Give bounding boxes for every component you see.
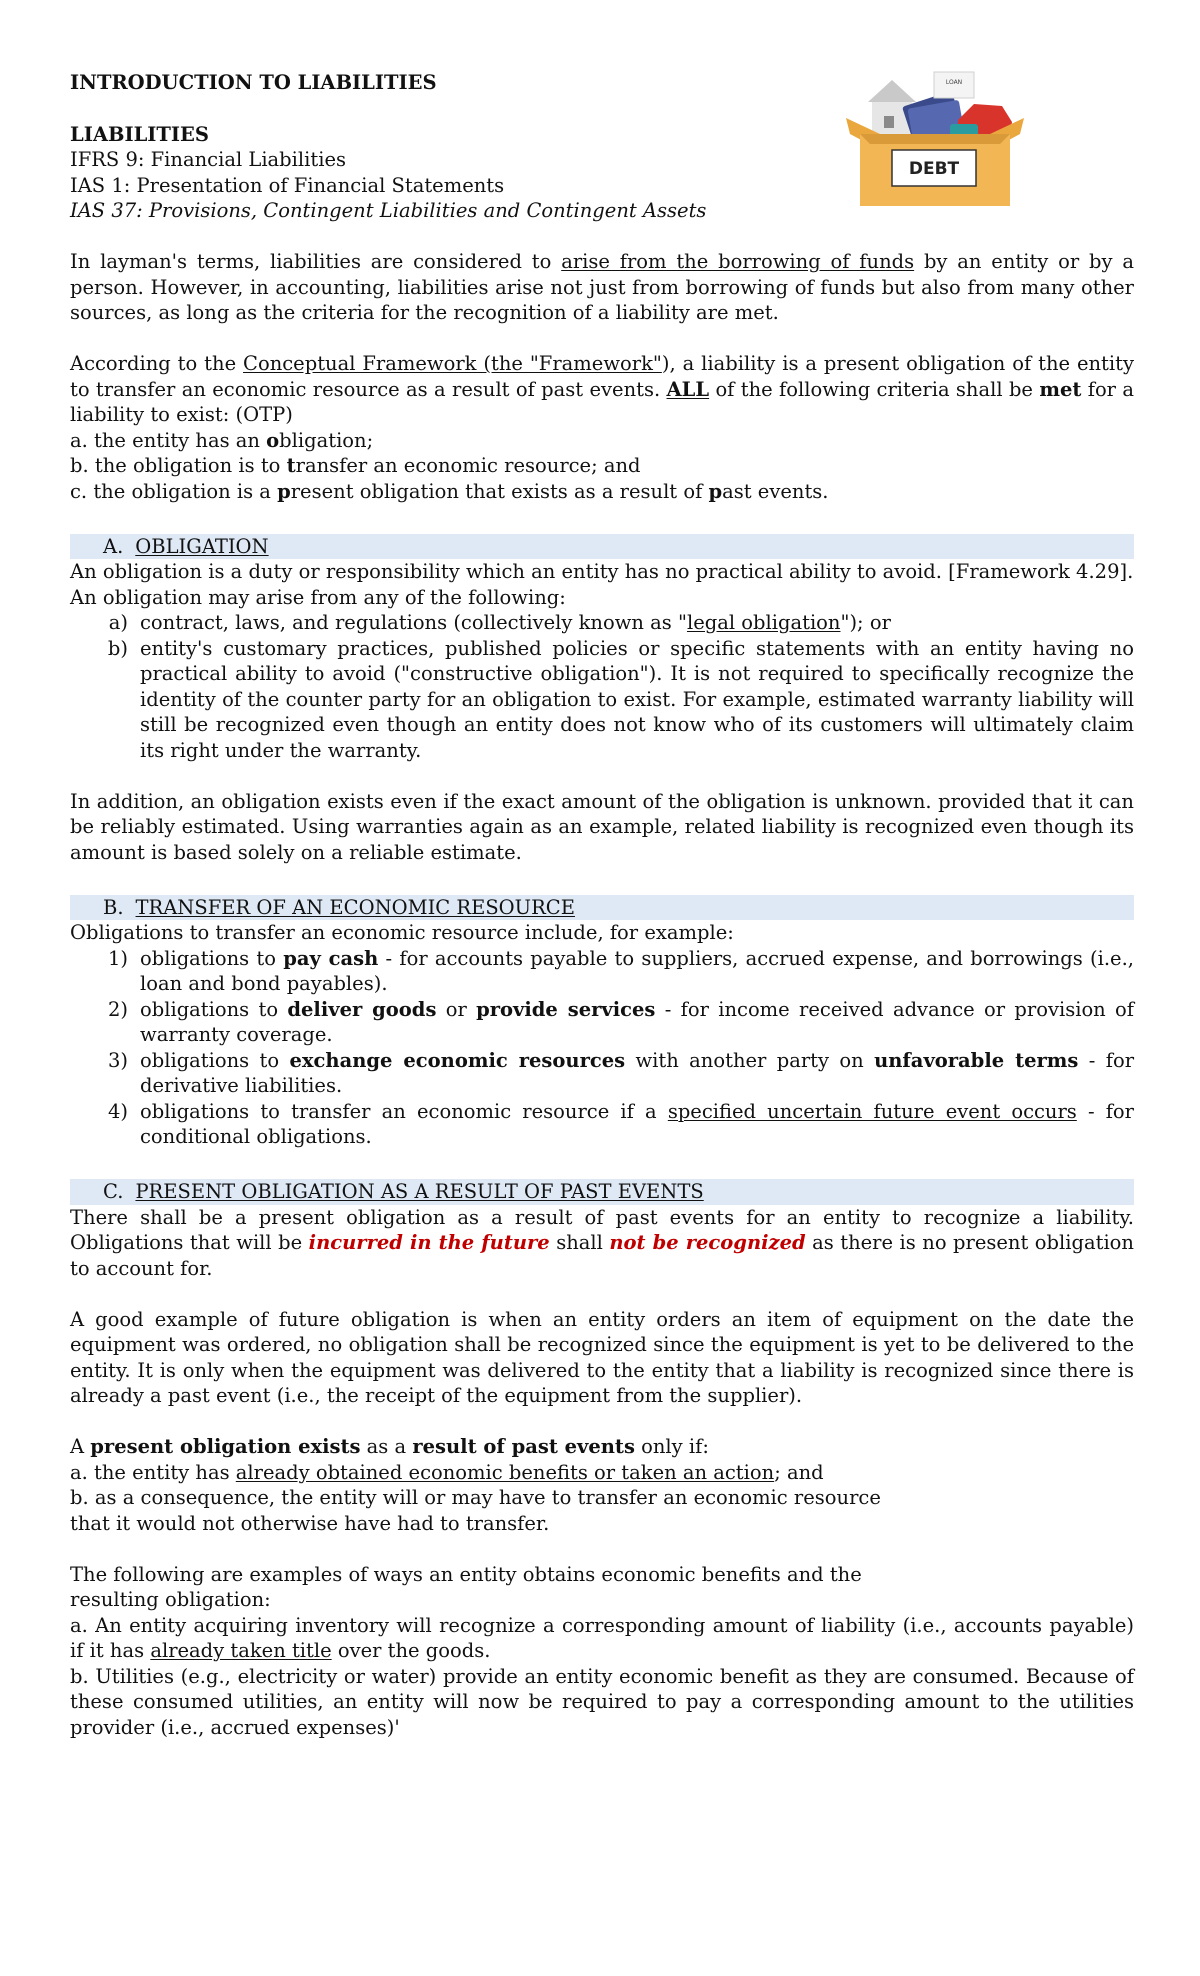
criteria-a: a. the entity has an obligation; (70, 428, 374, 452)
section-c-header: C. PRESENT OBLIGATION AS A RESULT OF PAST EVENTS (70, 1179, 1134, 1205)
loan-note-label: LOAN (945, 79, 963, 86)
section-b-header: B. TRANSFER OF AN ECONOMIC RESOURCE (70, 895, 1134, 921)
intro-paragraph-2: According to the Conceptual Framework (the "Framework"), a liability is a present obligation of the entity to transfer an economic resource as a result of past events. ALL of the following criteria shall be met for a liability to exist: (OTP) (70, 352, 1134, 426)
intro-paragraph-1: In layman's terms, liabilities are considered to arise from the borrowing of funds by an entity or by a person. However, in accounting, liabilities arise not just from borrowing of funds but also from many other sources, as long as the criteria for the recognition of a liability are met. (70, 250, 1134, 324)
page-title: INTRODUCTION TO LIABILITIES (70, 71, 437, 94)
section-b-paragraph-1: Obligations to transfer an economic resource include, for example: (70, 921, 734, 944)
standard-ias37: IAS 37: Provisions, Contingent Liabilities and Contingent Assets (70, 199, 707, 222)
examples-intro-line-2: resulting obligation: (70, 1588, 271, 1611)
requirement-b-line-2: that it would not otherwise have had to transfer. (70, 1511, 550, 1535)
requirement-a: a. the entity has already obtained economic benefits or taken an action; and (70, 1460, 824, 1484)
section-c-paragraph-2: A good example of future obligation is when an entity orders an item of equipment on the date the equipment was ordered, no obligation shall be recognized since the equipment is yet to be delivered to the entity. It is only when the equipment was delivered to the entity that a liability is recognized since there is already a past event (i.e., the receipt of the equipment from the supplier). (70, 1307, 1134, 1407)
list-item: 1) obligations to pay cash - for accounts payable to suppliers, accrued expense, and borrowings (i.e., loan and bond payables). (107, 946, 1134, 995)
list-item: 3) obligations to exchange economic resources with another party on unfavorable terms - for derivative liabilities. (107, 1048, 1135, 1097)
list-item: 4) obligations to transfer an economic resource if a specified uncertain future event occurs - for conditional obligations. (107, 1099, 1134, 1148)
examples-intro-line-1: The following are examples of ways an entity obtains economic benefits and the (70, 1562, 862, 1586)
section-b-list (70, 946, 1134, 1150)
section-a-paragraph-2: An obligation may arise from any of the following: (70, 585, 566, 609)
standard-ias1: IAS 1: Presentation of Financial Statements (70, 173, 505, 197)
list-item: b) entity's customary practices, published policies or specific statements with an entity having no practical ability to avoid ("constructive obligation"). It is not required to specifically recognize the identity of the counter party for an obligation to exist. For example, estimated warranty liability will still be recognized even though an entity does not know who of its customers will ultimately claim its right under the warranty. (107, 636, 1134, 762)
document-body (70, 70, 1134, 1740)
standard-ifrs9: IFRS 9: Financial Liabilities (70, 148, 346, 171)
section-a-paragraph-3: In addition, an obligation exists even if the exact amount of the obligation is unknown. provided that it can be reliably estimated. Using warranties again as an example, related liability is recognized even though its amount is based solely on a reliable estimate. (70, 789, 1134, 864)
criteria-b: b. the obligation is to transfer an economic resource; and (70, 454, 641, 477)
criteria-c: c. the obligation is a present obligation that exists as a result of past events. (70, 479, 829, 503)
section-c-paragraph-1: There shall be a present obligation as a result of past events for an entity to recognize a liability. Obligations that will be incurred in the future shall not be recognized as there is no present obligation to account for. (70, 1205, 1134, 1280)
section-a-header: A. OBLIGATION (70, 534, 1134, 560)
list-item: a) contract, laws, and regulations (collectively known as "legal obligation"); or (108, 611, 891, 634)
example-a: a. An entity acquiring inventory will recognize a corresponding amount of liability (i.e., accounts payable) if it has already taken title over the goods. (70, 1613, 1134, 1662)
section-a-list (70, 610, 1134, 763)
requirement-b-line-1: b. as a consequence, the entity will or may have to transfer an economic resource (70, 1486, 881, 1509)
section-c-paragraph-3: A present obligation exists as a result of past events only if: (70, 1435, 709, 1458)
example-b: b. Utilities (e.g., electricity or water) provide an entity economic benefit as they are consumed. Because of these consumed utilities, an entity will now be required to pay a corresponding amount to the utilities provider (i.e., accrued expenses)' (70, 1664, 1134, 1739)
list-item: 2) obligations to deliver goods or provide services - for income received advance or provision of warranty coverage. (107, 997, 1135, 1046)
section-a-paragraph-1: An obligation is a duty or responsibility which an entity has no practical ability to avoid. [Framework 4.29]. (70, 560, 1134, 583)
debt-box-label: DEBT (908, 159, 960, 179)
section-heading: LIABILITIES (70, 122, 209, 146)
